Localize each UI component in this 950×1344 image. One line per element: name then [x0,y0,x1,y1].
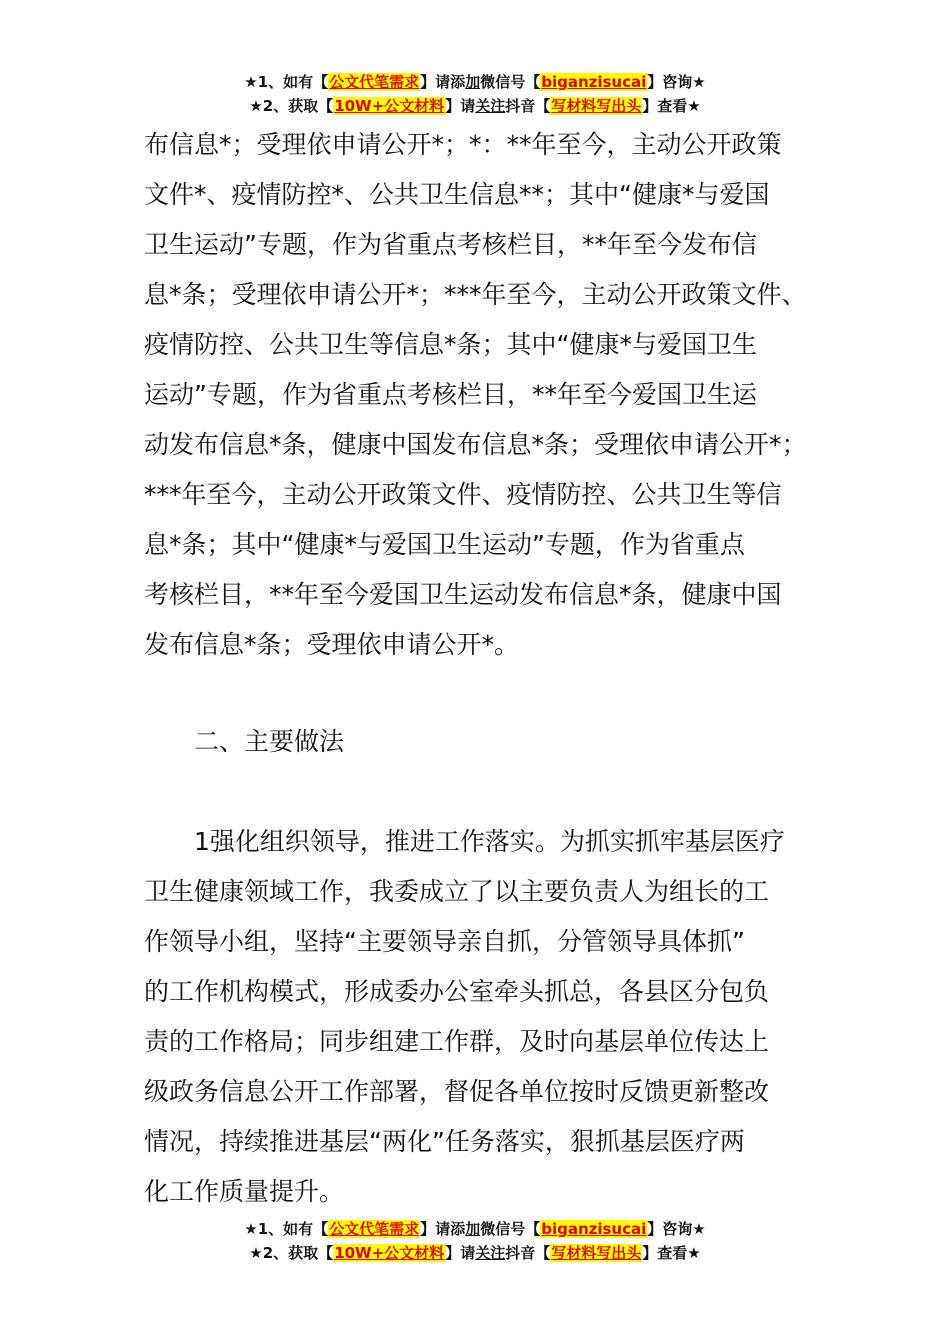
paragraph-main-practices [144,817,844,1217]
banner-line-1: ★1、如有【公文代笔需求】请添加微信号【biganzisucai】咨询★ [244,73,706,91]
text-line: 布信息*；受理依申请公开*；*：**年至今，主动公开政策 [144,130,782,159]
section-heading: 二、主要做法 [194,727,345,756]
douyin-highlight: 写材料写出头 [551,1244,642,1262]
wechat-id-highlight: biganzisucai [541,1220,647,1238]
banner-line-2: ★2、获取【10W+公文材料】请关注抖音【写材料写出头】查看★ [249,97,701,115]
text-line: 疫情防控、公共卫生等信息*条；其中“健康*与爱国卫生 [144,330,757,359]
douyin-highlight: 写材料写出头 [551,97,642,115]
text-line: 文件*、疫情防控*、公共卫生信息**；其中“健康*与爱国 [144,180,770,209]
banner-highlight: 10W+公文材料 [334,97,445,115]
banner-line-1: ★1、如有【公文代笔需求】请添加微信号【biganzisucai】咨询★ [244,1220,706,1238]
text-line: 情况，持续推进基层“两化”任务落实，狠抓基层医疗两 [144,1127,745,1156]
text-line: 卫生运动”专题，作为省重点考核栏目，**年至今发布信 [144,230,757,259]
paragraph-info-disclosure [144,120,844,670]
text-line: ***年至今，主动公开政策文件、疫情防控、公共卫生等信 [144,480,782,509]
text-line: 发布信息*条；受理依申请公开*。 [144,630,520,659]
wechat-id-highlight: biganzisucai [541,73,647,91]
text-line: 息*条；其中“健康*与爱国卫生运动”专题，作为省重点 [144,530,745,559]
text-line: 级政务信息公开工作部署，督促各单位按时反馈更新整改 [144,1077,770,1106]
header-banner [0,70,950,118]
text-line: 运动”专题，作为省重点考核栏目，**年至今爱国卫生运 [144,380,757,409]
banner-highlight: 公文代笔需求 [329,1220,420,1238]
banner-highlight: 公文代笔需求 [329,73,420,91]
footer-banner [0,1217,950,1265]
text-line: 息*条；受理依申请公开*；***年至今，主动公开政策文件、 [144,280,807,309]
text-line: 作领导小组，坚持“主要领导亲自抓，分管领导具体抓” [144,927,745,956]
text-line: 动发布信息*条，健康中国发布信息*条；受理依申请公开*； [144,430,807,459]
text-line: 考核栏目，**年至今爱国卫生运动发布信息*条，健康中国 [144,580,782,609]
text-line: 的工作机构模式，形成委办公室牵头抓总，各县区分包负 [144,977,770,1006]
banner-line-2: ★2、获取【10W+公文材料】请关注抖音【写材料写出头】查看★ [249,1244,701,1262]
text-line: 化工作质量提升。 [144,1177,345,1206]
banner-highlight: 10W+公文材料 [334,1244,445,1262]
text-line: 1强化组织领导，推进工作落实。为抓实抓牢基层医疗 [194,827,785,856]
text-line: 责的工作格局；同步组建工作群，及时向基层单位传达上 [144,1027,770,1056]
text-line: 卫生健康领域工作，我委成立了以主要负责人为组长的工 [144,877,770,906]
